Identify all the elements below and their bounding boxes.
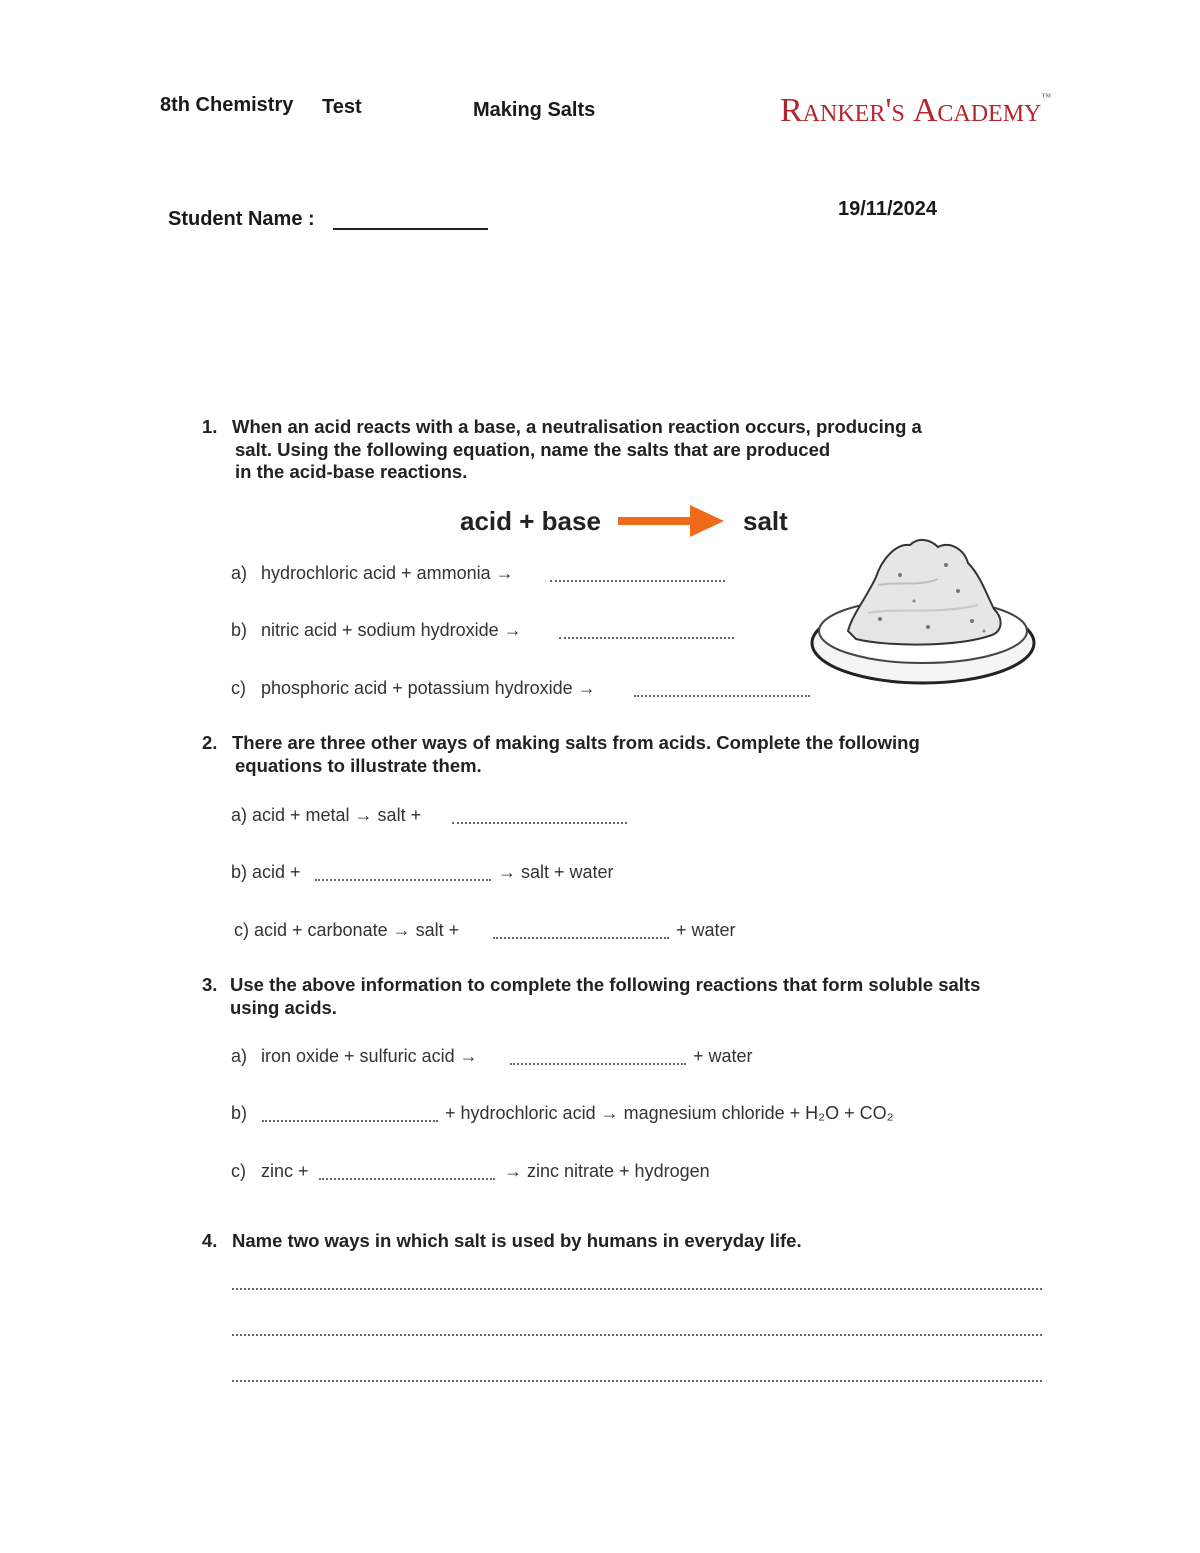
q1-text-line1: When an acid reacts with a base, a neutralisation reaction occurs, producing a: [232, 416, 922, 437]
q1c-text: phosphoric acid + potassium hydroxide →: [261, 678, 596, 698]
q2a-answer-blank[interactable]: [452, 822, 627, 824]
equation-left: acid + base: [460, 506, 601, 536]
q4-answer-line-2[interactable]: [232, 1334, 1042, 1336]
q3c-text-after: → zinc nitrate + hydrogen: [504, 1161, 710, 1181]
q3c-answer-blank[interactable]: [319, 1178, 495, 1180]
student-name-label: Student Name :: [168, 208, 315, 230]
grade-title: 8th Chemistry: [160, 94, 294, 116]
q3c-label: c): [231, 1161, 246, 1181]
q1-text-line3: in the acid-base reactions.: [235, 461, 468, 482]
q2-text-line2: equations to illustrate them.: [235, 755, 482, 776]
q2c-answer-blank[interactable]: [493, 937, 669, 939]
q1b-text: nitric acid + sodium hydroxide →: [261, 620, 522, 640]
q3b-label: b): [231, 1103, 248, 1123]
q3a-answer-blank[interactable]: [510, 1063, 686, 1065]
test-title: Test: [322, 96, 362, 118]
logo-word-2: Academy: [912, 92, 1042, 129]
q4-answer-line-3[interactable]: [232, 1380, 1042, 1382]
q1a-answer-blank[interactable]: [550, 580, 725, 582]
q1a-text: hydrochloric acid + ammonia →: [261, 563, 514, 583]
q2-text-line1: There are three other ways of making salts from acids. Complete the following: [232, 732, 920, 753]
q2c-text: c) acid + carbonate → salt +: [234, 920, 460, 940]
q3-number: 3.: [202, 974, 218, 995]
q3b-text-after: + hydrochloric acid → magnesium chloride + H₂O + CO₂: [445, 1103, 894, 1123]
q4-answer-line-1[interactable]: [232, 1288, 1042, 1290]
q3a-text: iron oxide + sulfuric acid →: [261, 1046, 478, 1066]
rankers-academy-logo: [780, 92, 1051, 130]
q1-number: 1.: [202, 416, 218, 437]
q1c-label: c): [231, 678, 246, 698]
q1-text-line2: salt. Using the following equation, name the salts that are produced: [235, 439, 831, 460]
test-date: 19/11/2024: [838, 198, 937, 220]
q3-text-line2: using acids.: [230, 997, 337, 1018]
q3a-label: a): [231, 1046, 248, 1066]
q3-text-line1: Use the above information to complete the following reactions that form soluble salts: [230, 974, 981, 995]
student-name-field[interactable]: [333, 228, 488, 230]
logo-word-1: Ranker's: [780, 92, 905, 129]
q2-number: 2.: [202, 732, 218, 753]
q1c-answer-blank[interactable]: [634, 695, 810, 697]
q1a-label: a): [231, 563, 248, 583]
q1b-answer-blank[interactable]: [559, 637, 734, 639]
q1b-label: b): [231, 620, 248, 640]
q2c-text-after: + water: [676, 920, 736, 940]
q3c-text: zinc +: [261, 1161, 309, 1181]
logo-trademark: ™: [1041, 92, 1052, 103]
q2b-answer-blank[interactable]: [315, 879, 491, 881]
topic-title: Making Salts: [473, 99, 596, 121]
orange-arrow-icon: [618, 505, 724, 537]
salt-pile-plate-illustration: [808, 535, 1040, 687]
q3a-text-after: + water: [693, 1046, 753, 1066]
q2b-text-after: → salt + water: [498, 862, 614, 882]
q3b-answer-blank[interactable]: [262, 1120, 438, 1122]
q2a-text: a) acid + metal → salt +: [231, 805, 422, 825]
q2b-text: b) acid +: [231, 862, 301, 882]
q4-number: 4.: [202, 1230, 218, 1251]
q4-text: Name two ways in which salt is used by humans in everyday life.: [232, 1230, 802, 1251]
equation-right: salt: [743, 506, 788, 536]
